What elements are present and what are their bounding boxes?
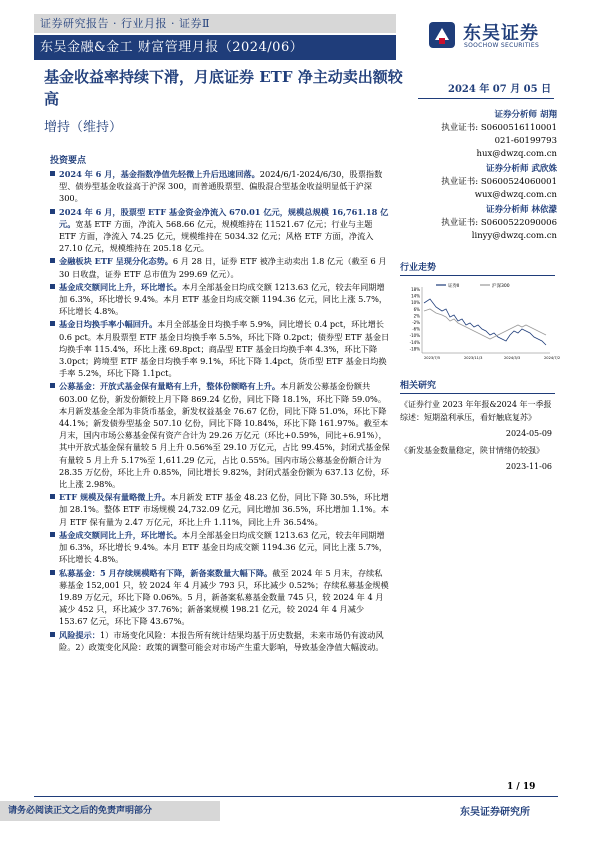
- report-date: 2024 年 07 月 05 日: [448, 84, 552, 95]
- trend-heading: 行业走势: [400, 260, 555, 276]
- key-point-text: 1）市场变化风险：本报告所有统计结果均基于历史数据，未来市场仍有波动风险。2）政策变化风险：政策的调整可能会对市场产生重大影响，导致基金净值大幅波动。: [59, 629, 384, 652]
- report-title: 基金收益率持续下滑，月底证券 ETF 净主动卖出额较高: [44, 68, 403, 108]
- related-research-list: [400, 398, 552, 477]
- logo-subtitle: SOOCHOW SECURITIES: [464, 42, 540, 49]
- y-tick-label: -14%: [409, 339, 420, 345]
- key-point-lead: 基金成交额同比上升，环比增长。: [59, 529, 182, 540]
- date-divider: [418, 98, 554, 99]
- analyst-email[interactable]: wux@dwzq.com.cn: [474, 190, 557, 200]
- key-point-text: 本月新发 ETF 基金 48.23 亿份，同比下降 30.5%，环比增加 28.1%。整体 ETF 市场规模 24,732.09 亿元，同比增加 36.5%，环比增加 1.1%。本月 ETF 保有量为 2.47 万亿元，环比上升 1.11%，同比上升 36.54%。: [59, 492, 389, 527]
- y-tick-label: 10%: [411, 300, 420, 306]
- sector-series-line: [424, 299, 546, 345]
- key-point-text: 本月全部基金日均换手率 5.9%，同比增长 0.4 pct，环比增长 0.6 pct。本月股票型 ETF 基金日均换手率 5.5%，环比下降 0.2pct；债券型 ETF 基金日均换手率 115.4%，环比上涨 69.8pct；商品型 ETF 基金日均换手率 4.3%，环比下降 3.0pct；跨境型 ETF 基金日均换手率 9.1%，环比下降 1.4pct，货币型 ETF 基金日均换手率 5.2%，环比下降 1.1pct。: [59, 319, 390, 379]
- index-series-line: [424, 309, 546, 339]
- key-point: [50, 491, 390, 528]
- y-tick-label: -10%: [409, 333, 420, 339]
- key-point: [50, 529, 390, 566]
- footer-divider: [34, 796, 558, 797]
- analyst-name: 证券分析师 武欣姝: [486, 164, 557, 174]
- related-title[interactable]: 《新发基金数量稳定，陕甘情绪仍较强》: [400, 446, 544, 455]
- analyst-cert: 执业证书: S0600522090006: [441, 218, 557, 228]
- key-point-text: 6 月 28 日，证券 ETF 被净主动卖出 1.8 亿元（截至 6 月 30 日收盘，证券 ETF 总市值为 299.69 亿元）。: [59, 256, 387, 279]
- logo-mark-icon: [427, 20, 457, 50]
- key-point-text: 宽基 ETF 方面，净流入 568.66 亿元，规模维持在 11521.67 亿元；行业与主题 ETF 方面，净流入 74.25 亿元，规模维持在 5034.32 亿元；风格 ETF 方面，净流入 27.10 亿元，规模维持在 205.18 亿元。: [59, 218, 374, 254]
- x-tick-label: 2024/7/2: [544, 356, 561, 360]
- key-point-lead: ETF 规模及保有量略微上升。: [59, 492, 171, 503]
- related-heading: 相关研究: [400, 378, 555, 394]
- key-point: [50, 567, 390, 628]
- legend-sector: 证券Ⅱ: [448, 284, 460, 289]
- bullet-square-icon: [50, 383, 55, 388]
- key-point-lead: 基金日均换手率小幅回升。: [59, 319, 158, 330]
- y-tick-label: 2%: [413, 313, 420, 319]
- key-point-text: 本月全部基金日均成交额 1213.63 亿元，较去年同期增加 6.3%，环比增长 9.4%。本月 ETF 基金日均成交额 1194.36 亿元，同比上涨 5.7%，环比增长 4.8%。: [59, 529, 388, 565]
- related-date: 2023-11-06: [505, 462, 552, 471]
- key-point-lead: 金融板块 ETF 呈现分化态势。: [59, 256, 173, 267]
- bullet-square-icon: [50, 209, 55, 214]
- footer-company: 东吴证券研究所: [460, 807, 530, 818]
- y-tick-label: -6%: [412, 326, 420, 332]
- bullet-square-icon: [50, 258, 55, 263]
- analyst-list: [417, 107, 557, 243]
- logo-name: 东吴证券: [463, 23, 539, 44]
- key-point: [50, 168, 390, 205]
- analyst-email[interactable]: hux@dwzq.com.cn: [476, 149, 557, 159]
- analyst-phone: 021-60199793: [494, 136, 557, 146]
- key-point-lead: 公募基金：开放式基金保有量略有上升，整体份额略有上升。: [59, 381, 281, 392]
- y-tick-label: 6%: [413, 306, 420, 312]
- key-point: [50, 281, 390, 318]
- x-tick-label: 2023/7/5: [424, 356, 441, 360]
- y-tick-label: 18%: [411, 287, 420, 292]
- analyst-cert: 执业证书: S0600524060001: [441, 177, 557, 187]
- key-point-text: 本月全部基金日均成交额 1213.63 亿元，较去年同期增加 6.3%，环比增长 9.4%。本月 ETF 基金日均成交额 1194.36 亿元，同比上涨 5.7%，环比增长 4.8%。: [59, 281, 388, 317]
- bullet-square-icon: [50, 321, 55, 326]
- bullet-square-icon: [50, 632, 55, 637]
- page-number: 1 / 19: [507, 782, 536, 792]
- key-points-list: [50, 168, 390, 654]
- key-point-lead: 2024 年 6 月，股票型 ETF 基金资金净流入 670.01 亿元，规模总规模 16,761.18 亿元。: [59, 206, 389, 229]
- legend-index: 沪深300: [492, 284, 510, 289]
- analyst-email[interactable]: linyy@dwzq.com.cn: [471, 231, 557, 241]
- report-series: 东吴金融&金工 财富管理月报（2024/06）: [34, 35, 396, 60]
- key-point: [50, 255, 390, 279]
- report-category: 证券研究报告 · 行业月报 · 证券Ⅱ: [34, 14, 396, 33]
- company-logo: [427, 18, 557, 52]
- analyst-cert: 执业证书: S0600516110001: [441, 123, 557, 133]
- x-axis-ticks: [424, 356, 560, 360]
- key-point-text: 本月新发公募基金份额共 603.00 亿份，新发份额较上月下降 869.24 亿份，同比下降 18.1%，环比下降 59.0%。本月新发基金全部为非货币基金，新发权益基金 76.67 亿份，同比下降 51.0%，环比下降 44.1%；新发债券型基金 507.10 亿份，同比下降 10.84%，环比下降 161.97%。截至本月末，国内市场公募基金保有资产合计为 29.26 万亿元（环比+0.59%，同比+6.91%），其中开放式基金保有量较 5 月上升 0.56%至 29.10 万亿元，占比 99.45%，封闭式基金保有量较 5 月上升 5.17%至 1,611.29 亿元，占比 0.55%。国内市场公募基金份额合计为 28.35 万亿份，环比上升 0.85%，同比增长 9.82%，封闭式基金份额为 637.13 亿份，环比上涨 2.98%。: [59, 381, 390, 490]
- related-item[interactable]: [400, 444, 552, 473]
- key-point-lead: 2024 年 6 月，基金指数净值先轻微上升后迅速回落。: [59, 169, 260, 179]
- disclaimer-note: 请务必阅读正文之后的免责声明部分: [0, 801, 220, 821]
- y-tick-label: -2%: [412, 320, 420, 325]
- analyst-name: 证券分析师 胡翔: [494, 110, 557, 120]
- rating: 增持（维持）: [44, 120, 123, 135]
- related-date: 2024-05-09: [505, 429, 552, 438]
- key-point: [50, 380, 390, 490]
- key-point-text: 截至 2024 年 5 月末，存续私募基金 152,001 只，较 2024 年 4 月减少 793 只，环比减少 0.52%；存续私募基金规模 19.89 万亿元，环比下降 0.06%。5 月，新备案私募基金数量 745 只，较 2024 年 4 月减少 452 只，环比减少 37.76%；新备案规模 198.21 亿元，较 2024 年 4 月减少 153.67 亿元，环比下降 43.67%。: [59, 567, 389, 627]
- related-item[interactable]: [400, 398, 552, 440]
- key-points-heading: 投资要点: [50, 156, 87, 166]
- trend-chart: [400, 281, 561, 361]
- bullet-square-icon: [50, 532, 55, 537]
- key-point: [50, 318, 390, 379]
- key-point-lead: 基金成交额同比上升，环比增长。: [59, 281, 182, 292]
- key-point: [50, 629, 390, 653]
- x-tick-label: 2024/3/3: [504, 356, 521, 360]
- bullet-square-icon: [50, 494, 55, 499]
- y-axis-ticks: [410, 287, 421, 351]
- key-point-lead: 私募基金：5 月存续规模略有下降，新备案数量大幅下降。: [59, 567, 273, 578]
- report-header: [34, 14, 396, 62]
- bullet-square-icon: [50, 171, 55, 176]
- related-title[interactable]: 《证券行业 2023 年年报&2024 年一季报综述：短期盈利承压，看好触底复苏》: [400, 400, 552, 422]
- bullet-square-icon: [50, 284, 55, 289]
- key-point-lead: 风险提示：: [59, 629, 100, 640]
- y-tick-label: 14%: [411, 293, 420, 299]
- analyst-name: 证券分析师 林依濛: [486, 205, 557, 215]
- y-tick-label: -18%: [409, 346, 420, 352]
- bullet-square-icon: [50, 570, 55, 575]
- key-point: [50, 206, 390, 255]
- key-point-text: 2024/6/1-2024/6/30，股票指数型、债券型基金收益高于沪深 300，而普通股票型、偏股混合型基金收益明显低于沪深 300。: [59, 169, 383, 204]
- x-tick-label: 2023/11/3: [464, 356, 483, 360]
